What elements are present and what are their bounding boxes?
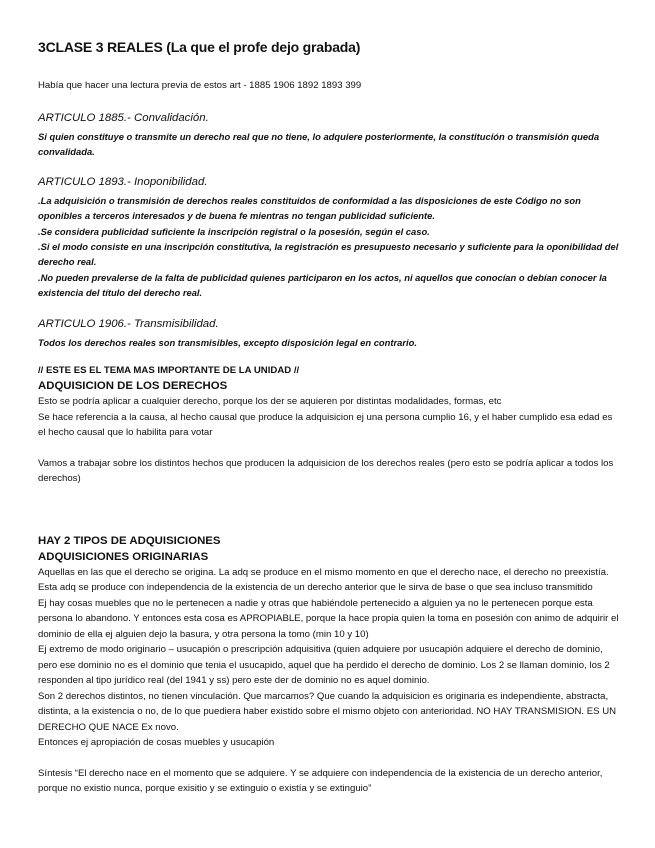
article-1885-body: Si quien constituye o transmite un derecho real que no tiene, lo adquiere posteriormente, la constitución o transmisión queda convalidada. xyxy=(38,130,600,157)
article-1893-heading: ARTICULO 1893.- Inoponibilidad. xyxy=(38,176,208,189)
originarias-paragraph: Aquellas en las que el derecho se origina. La adq se produce en el mismo momento en que el derecho nace, el derecho no preexistía. Esta adq se produce con independencia de la existencia de un derecho anterior que le sirva de base o que sea incluso transmitido xyxy=(38,566,609,594)
originarias-heading: ADQUISICIONES ORIGINARIAS xyxy=(38,550,209,563)
originarias-paragraph: Son 2 derechos distintos, no tienen vinculación. Que marcamos? Que cuando la adquisicion es originaria es independiente, abstracta, distinta, a la existencia o no, de lo que puediera haber existido sobre el mismo objeto con anterioridad. NO HAY TRANSMISION. ES UN DERECHO QUE NACE Ex novo. xyxy=(38,690,617,733)
article-1893-paragraph: .No pueden prevalerse de la falta de publicidad quienes participaron en los actos, ni aquellos que conocían o debían conocer la existencia del título del derecho real. xyxy=(38,271,607,298)
article-1885 xyxy=(38,111,620,160)
article-1893 xyxy=(38,175,620,300)
document-title: 3CLASE 3 REALES (La que el profe dejo grabada) xyxy=(38,39,361,55)
article-1893-paragraph: .La adquisición o transmisión de derechos reales constituidos de conformidad a las disposiciones de este Código no son oponibles a terceros interesados y de buena fe mientras no tengan publicidad suficiente. xyxy=(38,195,581,222)
article-1893-paragraph: .Si el modo consiste en una inscripción constitutiva, la registración es presupuesto necesario y suficiente para la oponibilidad del derecho real. xyxy=(38,240,619,268)
types-heading: HAY 2 TIPOS DE ADQUISICIONES xyxy=(38,534,221,547)
spacer xyxy=(38,751,620,766)
main-topic-section xyxy=(38,364,620,487)
intro-text: Había que hacer una lectura previa de estos art - 1885 1906 1892 1893 399 xyxy=(38,80,362,91)
sintesis-text: Síntesis “El derecho nace en el momento que se adquiere. Y se adquiere con independencia de la existencia de un derecho anterior, porque no existio nunca, porque exisitio y se extinguio o existía y se extinguio” xyxy=(38,767,603,795)
article-1906-body: Todos los derechos reales son transmisibles, excepto disposición legal en contrario. xyxy=(38,337,417,349)
main-topic-heading: ADQUISICION DE LOS DERECHOS xyxy=(38,380,228,393)
originarias-paragraph: Ej hay cosas muebles que no le pertenecen a nadie y otras que habiéndole pertenecido a alguien ya no le pertenecen porque esta persona lo abandono. Y entonces esta cosa es APROPIABLE, porque la hace propia quien la toma en posesión con animo de adquirir el dominio de ella ej alguien dejo la basura, y otra persona la tomo (min 10 y 10) xyxy=(38,597,619,640)
article-1885-heading: ARTICULO 1885.- Convalidación. xyxy=(38,111,209,124)
main-topic-note: // ESTE ES EL TEMA MAS IMPORTANTE DE LA UNIDAD // xyxy=(38,365,300,377)
document-page xyxy=(38,38,620,797)
spacer xyxy=(38,487,620,533)
main-topic-vamos: Vamos a trabajar sobre los distintos hechos que producen la adquisicion de los derechos reales (pero esto se podría aplicar a todos los derechos) xyxy=(38,457,614,485)
acquisition-types-section xyxy=(38,533,620,797)
article-1906-heading: ARTICULO 1906.- Transmisibilidad. xyxy=(38,318,219,331)
spacer xyxy=(38,441,620,456)
article-1893-paragraph: .Se considera publicidad suficiente la inscripción registral o la posesión, según el caso. xyxy=(38,225,430,237)
originarias-paragraph: Ej extremo de modo originario – usucapión o prescripción adquisitiva (quien adquiere por usucapión adquiere el derecho de dominio, pero ese dominio no es el dominio que tenia el usucapido, aquel que ha perdido el derecho de dominio. Los 2 se llaman dominio, los 2 responden al tipo jurídico real (del 1941 y ss) pero este der de dominio no es aquel dominio. xyxy=(38,644,610,687)
main-topic-line: Se hace referencia a la causa, al hecho causal que produce la adquisicion ej una persona cumplio 16, y el haber cumplido esa edad es el hecho causal que lo habilita para votar xyxy=(38,411,613,439)
originarias-paragraph: Entonces ej apropiación de cosas muebles y usucapión xyxy=(38,737,275,749)
main-topic-line: Esto se podría aplicar a cualquier derecho, porque los der se aquieren por distintas modalidades, formas, etc xyxy=(38,396,502,408)
article-1906 xyxy=(38,317,620,350)
